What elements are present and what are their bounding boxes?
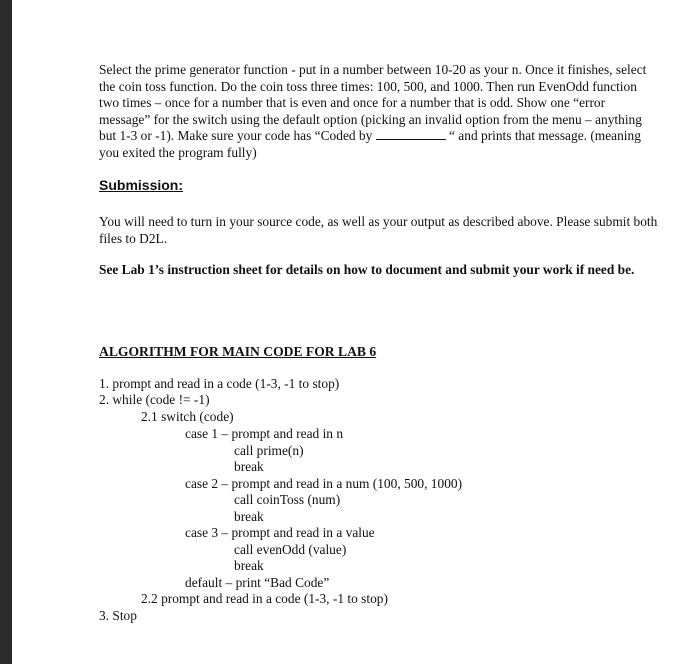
name-blank-line xyxy=(376,129,446,140)
submission-text: You will need to turn in your source code, as well as your output as described above. Please submit both files to D2L. xyxy=(99,214,658,246)
algorithm-case-3-call: call evenOdd (value) xyxy=(234,542,347,557)
algorithm-step-2-1: 2.1 switch (code) xyxy=(141,409,234,424)
algorithm-case-3: case 3 – prompt and read in a value xyxy=(185,525,375,540)
algorithm-step-1: 1. prompt and read in a code (1-3, -1 to stop) xyxy=(99,376,340,391)
submission-heading: Submission: xyxy=(99,177,184,193)
algorithm-case-1: case 1 – prompt and read in n xyxy=(185,426,344,441)
instructions-paragraph xyxy=(99,62,659,161)
algorithm-case-3-break: break xyxy=(234,558,264,573)
algorithm-step-2: 2. while (code != -1) xyxy=(99,392,210,407)
algorithm-title: ALGORITHM FOR MAIN CODE FOR LAB 6 xyxy=(99,344,377,359)
instructions-text-end: “ and prints that message. (meaning you exited the program fully) xyxy=(99,128,641,160)
algorithm-case-1-break: break xyxy=(234,459,264,474)
algorithm-case-1-call: call prime(n) xyxy=(234,443,304,458)
algorithm-default: default – print “Bad Code” xyxy=(185,575,330,590)
algorithm-step-3: 3. Stop xyxy=(99,608,137,623)
left-edge-bar xyxy=(0,0,12,664)
algorithm-case-2-call: call coinToss (num) xyxy=(234,492,341,507)
algorithm-case-2-break: break xyxy=(234,509,264,524)
document-page xyxy=(12,0,688,664)
instructions-text-start: Select the prime generator function - put in a number between 10-20 as your n. Once it finishes, select the coin toss function. Do the coin toss three times: 100, 500, and 1000. Then run EvenOdd function two times – once for a number that is even and once for a number that is odd. Show one “error message” for the switch using the default option (picking an invalid option from the menu – anything but 1-3 or -1). Make sure your code has “Coded by xyxy=(99,62,647,143)
algorithm-step-2-2: 2.2 prompt and read in a code (1-3, -1 to stop) xyxy=(141,591,388,606)
submission-note: See Lab 1’s instruction sheet for details on how to document and submit your work if need be. xyxy=(99,262,635,277)
algorithm-case-2: case 2 – prompt and read in a num (100, 500, 1000) xyxy=(185,476,463,491)
